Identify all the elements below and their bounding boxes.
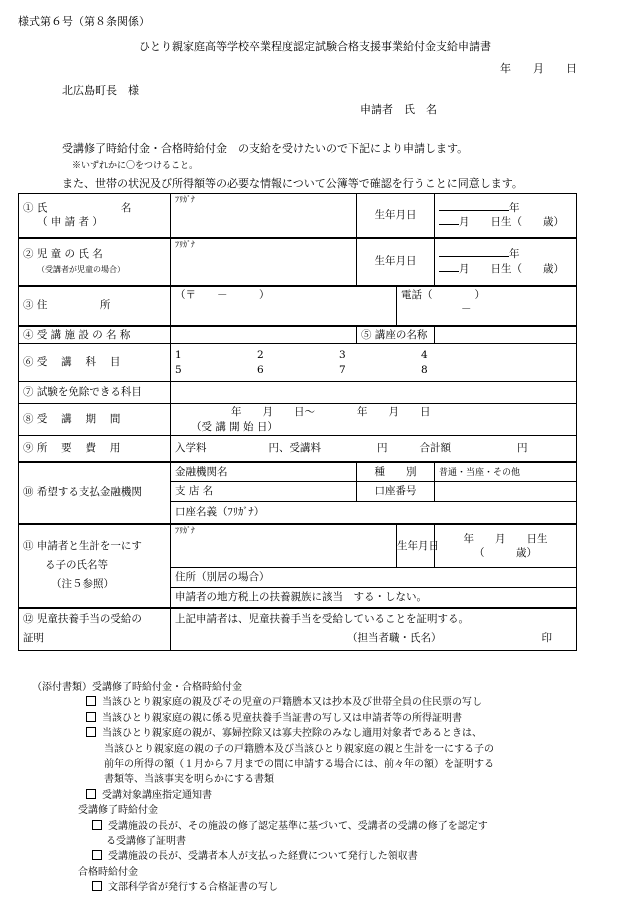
applicant-birth-field[interactable] [435,194,577,238]
note-reference: （注５参照） [51,577,114,590]
checkbox[interactable] [92,820,102,830]
birth-label: 生年月日 [397,524,435,568]
row-cost [19,436,577,462]
row-number: ⑥ [23,356,34,369]
year-label: 年 [509,248,520,261]
subject-number: 4 [421,349,428,362]
row-facility [19,326,577,344]
row-number: ⑧ [23,413,34,426]
dependent-child-name-field[interactable] [171,524,397,568]
period-field[interactable] [171,404,577,436]
row-applicant-name [19,194,577,238]
exempt-subjects-field[interactable] [171,382,577,404]
address-label: 住 所 [36,299,111,312]
attachments-subheading: 合格時給付金 [78,866,138,878]
attachment-item: 受講対象講座指定通知書 [102,789,212,801]
separate-address-label: 住所（別居の場合） [175,571,270,584]
checkbox[interactable] [86,789,96,799]
allowance-label-2: 証明 [23,632,44,645]
checkbox[interactable] [92,881,102,891]
postal-code-label: （〒 － ） [175,288,270,301]
month-day-label: 月 日生（ 歳） [459,262,564,275]
account-type-options: 普通・当座・その他 [439,467,521,478]
row-address [19,286,577,326]
attachment-item-continued: る受講修了証明書 [106,836,186,848]
row-subjects [19,344,577,382]
birth-label: 生年月日 [357,194,435,238]
allowance-certificate-field[interactable] [171,608,577,651]
subject-number: 1 [175,349,182,362]
phone-field[interactable] [397,286,577,326]
dependent-child-birth-field[interactable] [435,524,577,568]
attachments-heading: （添付書類）受講修了時給付金・合格時給付金 [32,682,242,693]
row-number: ① [23,202,34,215]
bank-name-label: 金融機関名 [175,465,228,478]
attachment-item: 当該ひとり親家庭の親に係る児童扶養手当証書の写し又は申請者等の所得証明書 [102,712,462,724]
address-field[interactable] [171,286,397,326]
subject-number: 6 [257,363,264,376]
bank-label: 希望する支払金融機関 [36,486,142,499]
application-form-table [18,193,577,651]
tax-dependent-text: 申請者の地方税上の扶養親族に該当 する・しない。 [175,591,427,604]
start-date-label: （受 講 開 始 日） [191,420,278,433]
account-number-label: 口座番号 [357,482,435,502]
period-dates: 年 月 日～ 年 月 日 [231,406,431,419]
furigana-label: ﾌﾘｶﾞﾅ [175,239,195,249]
attachment-item-continued: 前年の所得の額（１月から７月までの間に申請する場合には、前々年の額）を証明する [104,759,494,771]
row-number: ⑩ [23,486,34,499]
child-sub-label: （受講者が児童の場合） [37,264,125,274]
row-number: ② [23,248,34,261]
child-birth-field[interactable] [435,238,577,286]
phone-dash: － [461,302,472,315]
attachment-item: 文部科学省が発行する合格証書の写し [108,882,278,894]
course-name-label: 講座の名称 [374,328,428,341]
facility-field[interactable] [171,326,357,344]
row-number: ④ [23,328,34,341]
account-holder-field[interactable] [171,502,577,524]
account-type-field[interactable] [435,462,577,482]
row-allowance-certificate [19,608,577,651]
subject-number: 5 [175,363,182,376]
subjects-field[interactable] [171,344,577,382]
row-number: ⑦ [23,386,34,399]
account-type-label: 種 別 [357,462,435,482]
checkbox[interactable] [92,850,102,860]
addressee: 北広島町長 様 [62,84,139,97]
bank-name-field[interactable] [171,462,357,482]
exempt-subjects-label: 試験を免除できる科目 [36,386,142,399]
form-number: 様式第６号（第８条関係） [18,15,150,28]
certificate-text: 上記申請者は、児童扶養手当を受給していることを証明する。 [175,612,469,625]
consent-text: また、世帯の状況及び所得額等の必要な情報について公簿等で確認を行うことに同意します。 [62,177,523,190]
checkbox[interactable] [86,712,96,722]
course-name-field[interactable] [435,326,577,344]
subjects-label: 受 講 科 目 [36,356,121,369]
account-holder-label: 口座名義（ﾌﾘｶﾞﾅ） [175,506,265,519]
age-label: （ 歳） [474,546,537,559]
year-label: 年 [509,202,520,215]
dependent-child-label: 申請者と生計を一にす [36,540,142,553]
subject-number: 7 [339,363,346,376]
month-day-label: 月 日生（ 歳） [459,216,564,229]
applicant-name-label: 申請者 氏 名 [360,103,437,116]
seal-label: 印 [541,632,552,645]
page-title: ひとり親家庭高等学校卒業程度認定試験合格支援事業給付金支給申請書 [139,40,491,53]
attachments-section [32,680,592,896]
checkbox[interactable] [86,727,96,737]
row-child-name [19,238,577,286]
birth-label: 生年月日 [357,238,435,286]
intro-text: 受講修了時給付金・合格時給付金 の支給を受けたいので下記により申請します。 [62,142,469,155]
attachment-item-continued: 当該ひとり親家庭の親の子の戸籍謄本及び当該ひとり親家庭の親と生計を一にする子の [104,743,494,755]
attachment-item: 受講施設の長が、受講者本人が支払った経費について発行した領収書 [108,851,418,863]
dependent-child-label-2: る子の氏名等 [45,559,108,572]
branch-label: 支 店 名 [175,485,214,498]
row-dependent-child [19,524,577,568]
branch-field[interactable] [171,482,357,502]
row-number: ⑨ [23,442,34,455]
birth-date-label: 年 月 日生 [463,532,548,545]
applicant-name-field[interactable] [171,194,357,238]
attachments-subheading: 受講修了時給付金 [78,805,158,817]
phone-label: 電話（ ） [401,288,485,301]
yen-label: 円 [517,442,528,455]
total-label: 合計額 [419,442,451,455]
subject-number: 2 [257,349,264,362]
admission-fee-label: 入学料 [175,442,207,455]
row-bank [19,462,577,482]
tuition-label: 円、受講料 [268,442,321,455]
row-number: ⑤ [361,328,372,341]
checkbox[interactable] [86,696,96,706]
subject-number: 8 [421,363,428,376]
allowance-label: 児童扶養手当の受給の [36,612,142,625]
date-line[interactable]: 年 月 日 [500,62,577,75]
attachment-item: 当該ひとり親家庭の親が、寡婦控除又は寡夫控除のみなし適用対象者であるときは、 [102,728,482,740]
row-number: ⑪ [23,540,34,553]
cost-field[interactable] [171,436,577,462]
dependent-address-field[interactable] [171,568,577,588]
child-name-label: 児 童 の 氏 名 [36,248,103,261]
attachment-item: 当該ひとり親家庭の親及びその児童の戸籍謄本又は抄本及び世帯全員の住民票の写し [102,697,482,709]
applicant-sub-label: （ 申 請 者 ） [37,216,103,229]
subject-number: 3 [339,349,346,362]
officer-label: （担当者職・氏名） [347,632,442,645]
row-number: ③ [23,299,34,312]
tax-dependent-field[interactable] [171,588,577,608]
yen-label: 円 [377,442,388,455]
row-number: ⑫ [23,612,34,625]
facility-label: 受 講 施 設 の 名 称 [36,328,131,341]
row-period [19,404,577,436]
furigana-label: ﾌﾘｶﾞﾅ [175,195,195,204]
attachment-item: 受講施設の長が、その施設の修了認定基準に基づいて、受講者の受講の修了を認定す [108,820,488,832]
applicant-name-label-cell [19,194,171,238]
period-label: 受 講 期 間 [36,413,121,426]
applicant-name-label: 氏 名 [36,202,132,215]
furigana-label: ﾌﾘｶﾞﾅ [175,525,195,535]
child-name-field[interactable] [171,238,357,286]
cost-label: 所 要 費 用 [36,442,121,455]
attachment-item-continued: 書類等、当該事実を明らかにする書類 [104,774,274,786]
row-exempt-subjects [19,382,577,404]
account-number-field[interactable] [435,482,577,502]
intro-note: ※いずれかに〇をつけること。 [72,161,199,171]
